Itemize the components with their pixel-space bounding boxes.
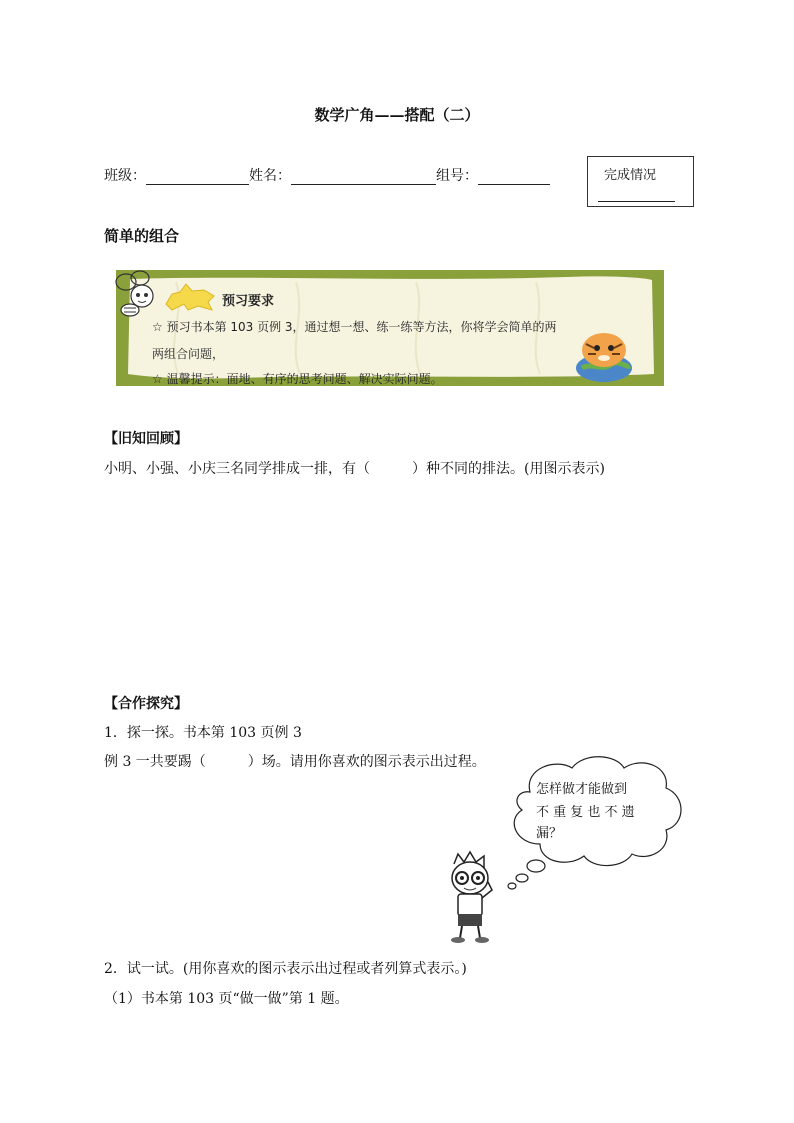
review-heading: 【旧知回顾】 xyxy=(104,431,188,447)
name-field[interactable] xyxy=(291,169,436,185)
completion-status-field[interactable] xyxy=(598,201,675,202)
section-title: 简单的组合 xyxy=(104,227,180,245)
preview-banner xyxy=(116,270,664,386)
explore-item-1-detail: 例 3 一共要踢（ ）场。请用你喜欢的图示表示出过程。 xyxy=(104,754,486,770)
thought-cloud xyxy=(500,750,690,890)
thinking-boy-icon xyxy=(440,850,504,946)
explore-item-2: 2．试一试。(用你喜欢的图示表示出过程或者列算式表示。) xyxy=(104,961,467,977)
preview-heading: 预习要求 xyxy=(222,294,275,309)
preview-line-2: 两组合问题， xyxy=(152,347,225,361)
preview-line-3: ☆ 温馨提示：面地、有序的思考问题、解决实际问题。 xyxy=(152,372,443,386)
name-label: 姓名： xyxy=(249,168,291,184)
tiger-globe-icon xyxy=(572,328,636,384)
star-icon xyxy=(162,282,218,312)
group-field[interactable] xyxy=(478,169,550,185)
thought-line-3: 漏？ xyxy=(536,826,563,841)
class-label: 班级： xyxy=(104,168,146,184)
explore-heading: 【合作探究】 xyxy=(104,696,188,712)
group-label: 组号： xyxy=(436,168,478,184)
explore-item-2-sub: （1）书本第 103 页“做一做”第 1 题。 xyxy=(104,991,349,1007)
thought-line-1: 怎样做才能做到 xyxy=(536,782,628,797)
bee-icon xyxy=(110,268,160,322)
completion-status-label: 完成情况 xyxy=(604,168,657,183)
student-info-row xyxy=(104,165,550,185)
preview-line-1: ☆ 预习书本第 103 页例 3，通过想一想、练一练等方法，你将学会简单的两 xyxy=(152,320,557,334)
explore-item-1: 1．探一探。书本第 103 页例 3 xyxy=(104,725,302,741)
completion-status-box xyxy=(587,156,694,207)
page-title: 数学广角——搭配（二） xyxy=(314,106,480,124)
thought-line-2: 不 重 复 也 不 遗 xyxy=(536,805,635,820)
class-field[interactable] xyxy=(146,169,249,185)
review-question: 小明、小强、小庆三名同学排成一排，有（ ）种不同的排法。(用图示表示) xyxy=(104,461,605,477)
